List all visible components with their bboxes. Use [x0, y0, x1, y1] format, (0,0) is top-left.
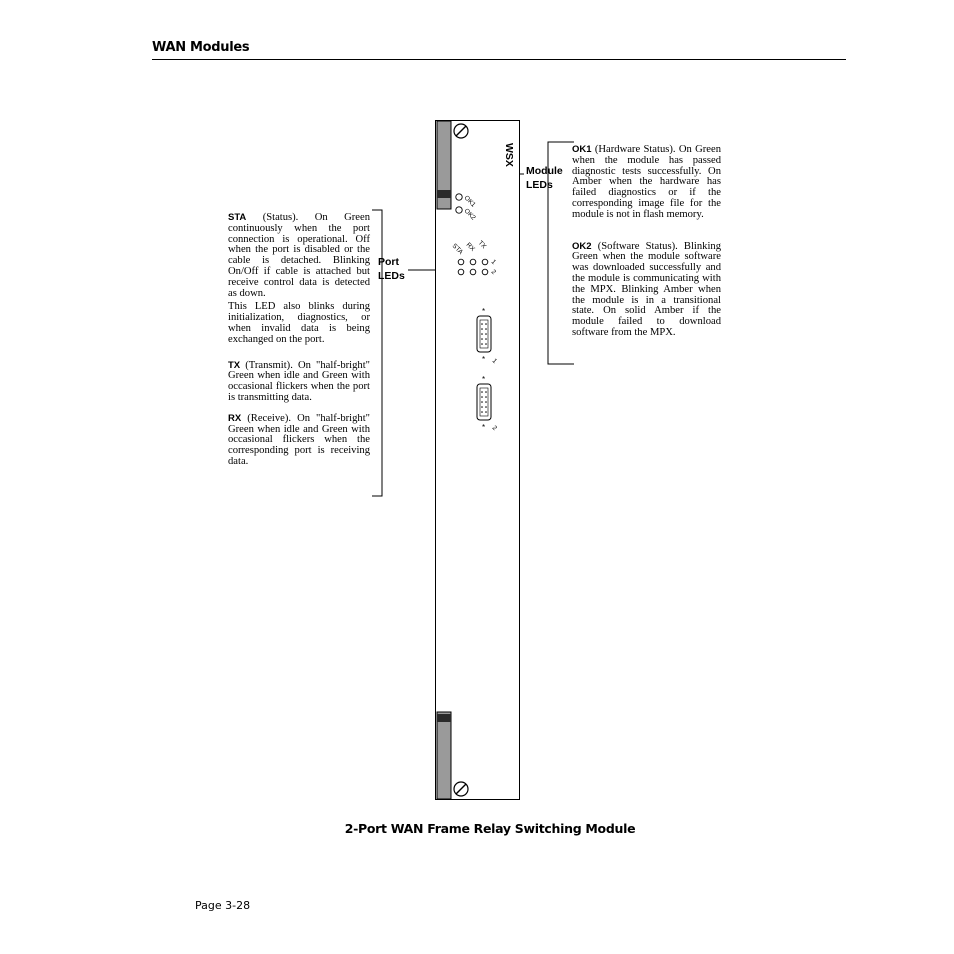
figure-caption: 2-Port WAN Frame Relay Switching Module — [344, 821, 636, 836]
port-leds-label-line2: LEDs — [378, 270, 405, 282]
top-screw-icon — [454, 124, 468, 138]
faceplate — [436, 121, 520, 800]
rx-text: (Receive). On "half-bright" Green when idle and Green with occasional flickers when the corresponding port is receiving data. — [228, 412, 370, 467]
module-leds-label-line1: Module — [526, 165, 563, 177]
tx-text: (Transmit). On "half-bright" Green when idle and Green with occasional flickers when the port is transmitting data. — [228, 359, 370, 403]
page-number: Page 3-28 — [195, 899, 251, 912]
port1-sta-led — [458, 259, 464, 265]
module-leds-label-line2: LEDs — [526, 179, 553, 191]
sta-term: STA — [228, 212, 247, 223]
port1-row-label: 1 — [489, 258, 498, 266]
svg-text:OK1: OK1 — [462, 194, 477, 209]
sta-text: (Status). On Green continuously when the port connection is operational. Off when the port is disabled or the cable is detached. Blinking On/Off if cable is attached but receive control data is detected as down. — [228, 212, 370, 299]
ok1-text: (Hardware Status). On Green when the module has passed diagnostic tests successfully. On Amber when the hardware has failed diagnostics or if the corresponding image file for the module is not in flash memory. — [572, 144, 721, 220]
port2-rx-led — [470, 269, 476, 275]
port-leds-label-line1: Port — [378, 256, 399, 268]
connector1-number: 1 — [490, 357, 499, 365]
tx-column-label: TX — [476, 239, 488, 251]
port1-rx-led — [470, 259, 476, 265]
top-ejector-grip — [437, 190, 451, 198]
ok1-term: OK1 — [572, 144, 592, 155]
ok2-term: OK2 — [572, 240, 592, 252]
sta-extra-note: This LED also blinks during initialization, diagnostics, or when invalid data is being exchanged on the port. — [228, 301, 370, 345]
svg-text:*: * — [482, 423, 486, 432]
ok2-text: (Software Status). Blinking Green when the module software was downloaded successfully and the module is communicating with the MPX. Blinking Amber when the module is in a transitional state. On solid Amber if the module failed to download software from the MPX. — [572, 240, 721, 338]
connector1-screw-icon: * — [482, 307, 486, 316]
tx-term: TX — [228, 359, 241, 371]
bottom-ejector-handle[interactable] — [437, 712, 451, 799]
svg-text:*: * — [482, 355, 486, 364]
port1-tx-led — [482, 259, 488, 265]
svg-text:OK2: OK2 — [462, 207, 477, 222]
port2-tx-led — [482, 269, 488, 275]
bottom-ejector-grip — [437, 714, 451, 722]
connector2-number: 2 — [490, 424, 499, 432]
page-header-title: WAN Modules — [152, 40, 250, 55]
connector2-screw-icon: * — [482, 375, 486, 384]
rx-term: RX — [228, 412, 242, 424]
module-name: WSX — [503, 143, 515, 167]
rx-column-label: RX — [464, 241, 476, 253]
bottom-screw-icon — [454, 782, 468, 796]
sta-column-label: STA — [450, 242, 465, 257]
port2-row-label: 2 — [489, 268, 498, 276]
port2-sta-led — [458, 269, 464, 275]
